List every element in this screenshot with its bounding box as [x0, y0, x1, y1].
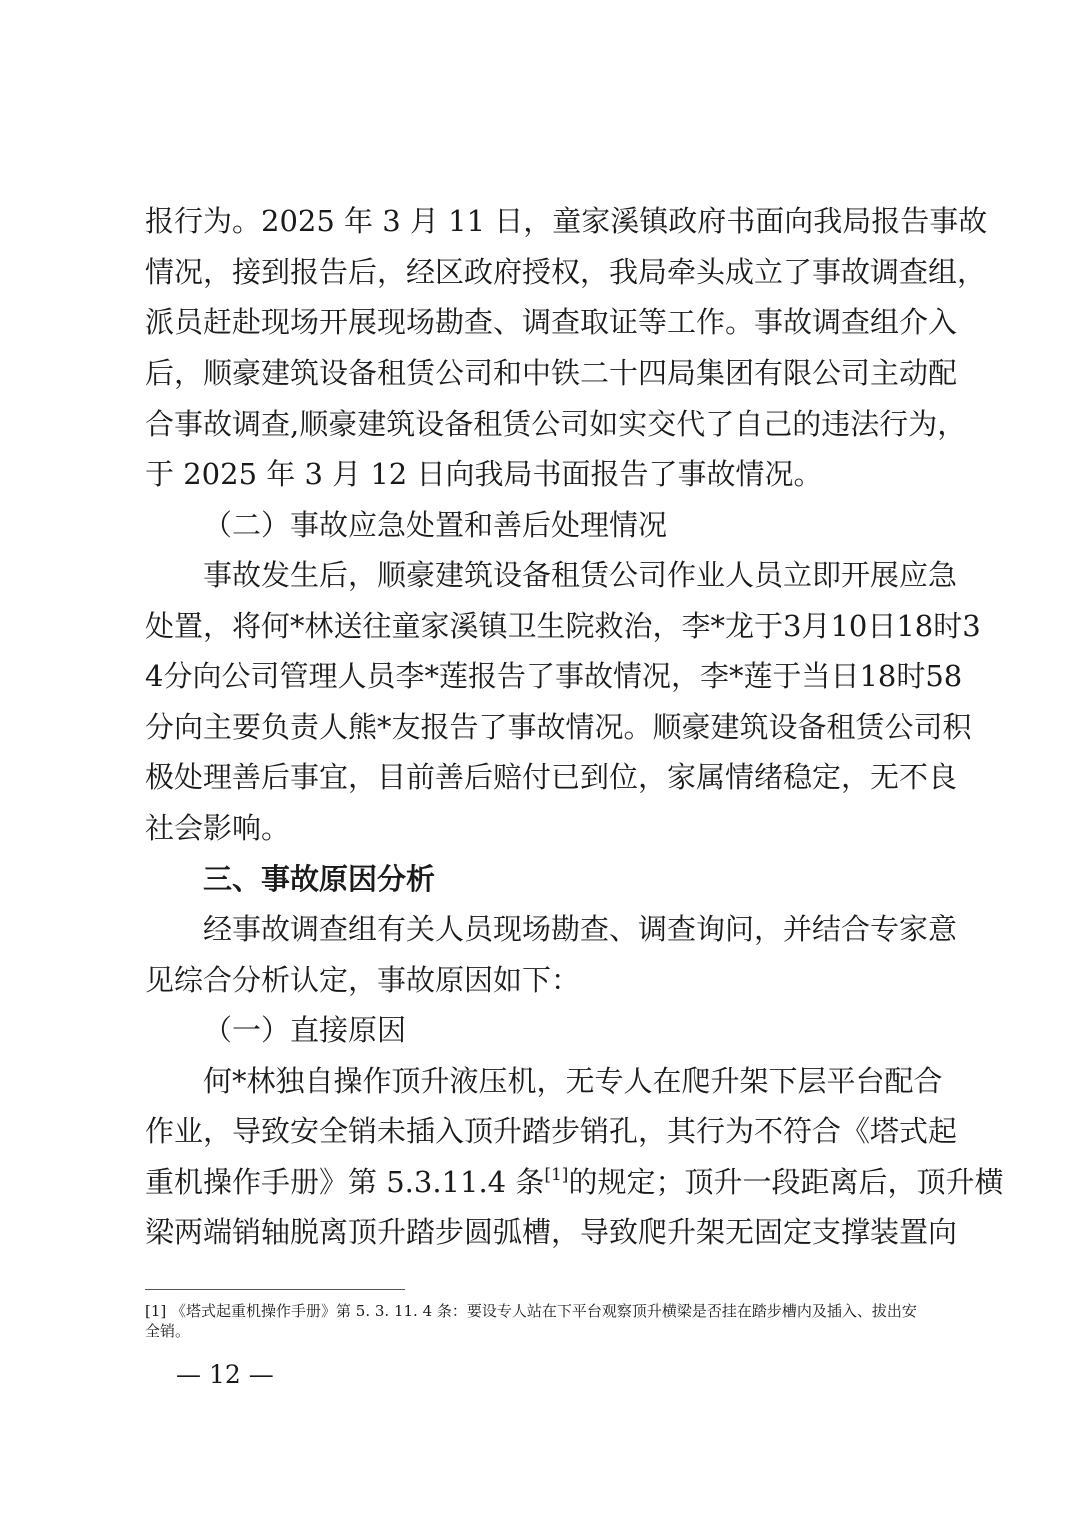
- body-line-9: 处置，将何*林送往童家溪镇卫生院救治，李*龙于3月10日18时3: [145, 609, 981, 643]
- body-line-5: 合事故调查,顺豪建筑设备租赁公司如实交代了自己的违法行为，: [145, 407, 967, 441]
- body-line-20-part-2: 的规定；顶升一段距离后，顶升横: [568, 1165, 1004, 1199]
- footnote-divider: [145, 1289, 405, 1290]
- body-line-8: 事故发生后，顺豪建筑设备租赁公司作业人员立即开展应急: [203, 558, 958, 592]
- body-line-6: 于 2025 年 3 月 12 日向我局书面报告了事故情况。: [145, 457, 823, 491]
- section-heading-direct-cause: （一）直接原因: [203, 1013, 407, 1047]
- body-line-15: 经事故调查组有关人员现场勘查、调查询问，并结合专家意: [203, 912, 958, 946]
- body-line-12: 极处理善后事宜，目前善后赔付已到位，家属情绪稳定，无不良: [145, 760, 958, 794]
- body-line-1: 报行为。2025 年 3 月 11 日，童家溪镇政府书面向我局报告事故: [145, 204, 988, 238]
- body-line-3: 派员赶赴现场开展现场勘查、调查取证等工作。事故调查组介入: [145, 305, 958, 339]
- section-heading-emergency: （二）事故应急处置和善后处理情况: [203, 508, 668, 542]
- body-line-21: 梁两端销轴脱离顶升踏步圆弧槽，导致爬升架无固定支撑装置向: [145, 1215, 958, 1249]
- body-line-18: 何*林独自操作顶升液压机，无专人在爬升架下层平台配合: [203, 1064, 943, 1098]
- body-line-13: 社会影响。: [145, 811, 291, 845]
- body-line-16: 见综合分析认定，事故原因如下：: [145, 963, 581, 997]
- body-line-10: 4分向公司管理人员李*莲报告了事故情况，李*莲于当日18时58: [145, 659, 963, 693]
- body-line-19: 作业，导致安全销未插入顶升踏步销孔，其行为不符合《塔式起: [145, 1114, 958, 1148]
- body-line-2: 情况，接到报告后，经区政府授权，我局牵头成立了事故调查组，: [145, 255, 987, 289]
- body-line-11: 分向主要负责人熊*友报告了事故情况。顺豪建筑设备租赁公司积: [145, 710, 972, 744]
- footnote-line-2: 全销。: [145, 1322, 191, 1340]
- chapter-heading-cause-analysis: 三、事故原因分析: [203, 862, 436, 896]
- footnote-line-1: [1] 《塔式起重机操作手册》第 5. 3. 11. 4 条：要设专人站在下平台观察顶升横梁是否挂在踏步槽内及插入、拔出安: [145, 1302, 917, 1320]
- body-line-20: [145, 1162, 1004, 1202]
- body-line-4: 后，顺豪建筑设备租赁公司和中铁二十四局集团有限公司主动配: [145, 356, 958, 390]
- footnote-reference-1[interactable]: [1]: [544, 1165, 569, 1185]
- body-line-20-part-1: 重机操作手册》第 5.3.11.4 条: [145, 1165, 545, 1199]
- page-number: — 12 —: [176, 1360, 274, 1389]
